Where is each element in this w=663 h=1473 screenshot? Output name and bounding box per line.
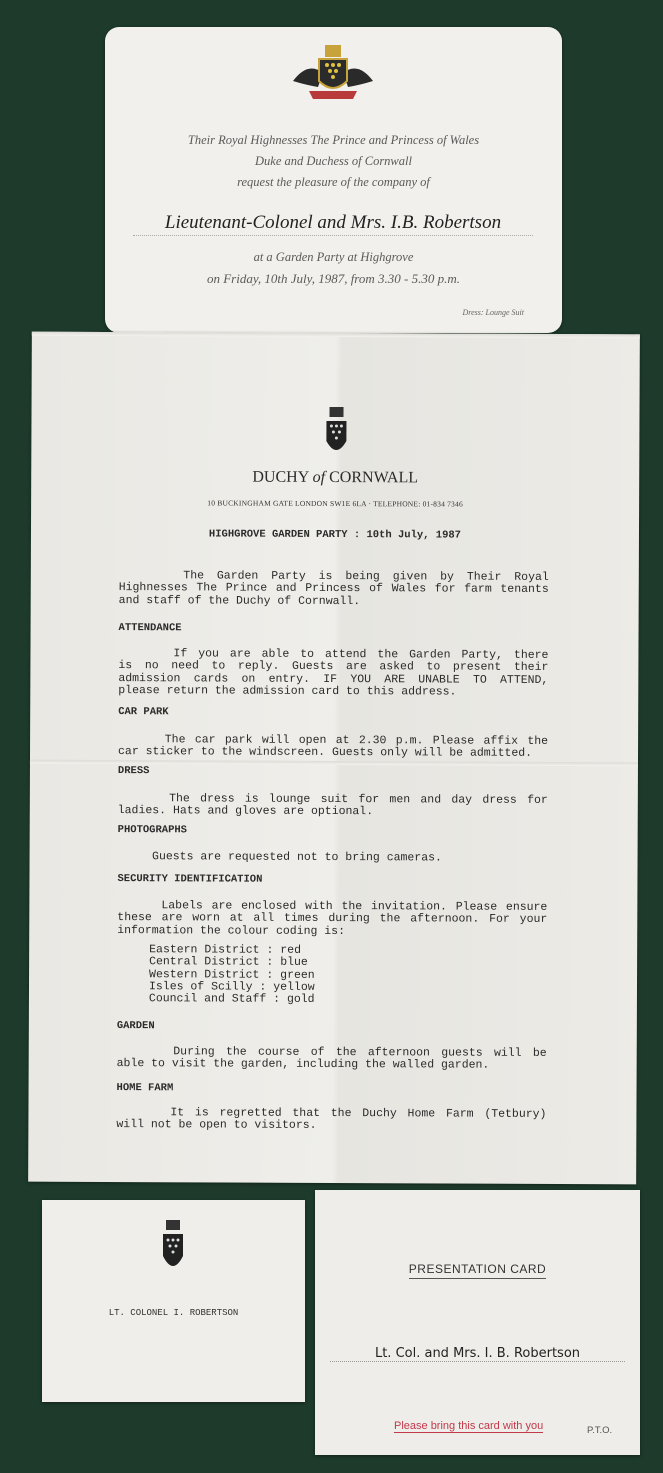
- duchy-crest-icon: [323, 403, 349, 461]
- letter-text-line: car sticker to the windscreen. Guests only will be admitted.: [117, 745, 533, 761]
- letter-text-line: please return the admission card to this address.: [118, 683, 457, 699]
- dress-code: Dress: Lounge Suit: [462, 308, 524, 317]
- letter-text-line: Highnesses The Prince and Princess of Wales for farm tenants: [118, 581, 549, 597]
- colour-code-item: Western District : green: [149, 967, 315, 982]
- org-name-part: CORNWALL: [325, 468, 419, 487]
- invitation-card: [105, 27, 562, 333]
- letter-text-line: It is regretted that the Duchy Home Farm (Tetbury): [116, 1106, 547, 1121]
- section-heading: ATTENDANCE: [118, 622, 182, 635]
- org-name-part: DUCHY: [252, 468, 313, 486]
- letter-title: HIGHGROVE GARDEN PARTY : 10th July, 1987: [208, 528, 462, 542]
- letter-text-line: able to visit the garden, including the walled garden.: [116, 1057, 490, 1072]
- letter-text-line: ladies. Hats and gloves are optional.: [117, 804, 374, 819]
- card-holder-name: LT. COLONEL I. ROBERTSON: [108, 1308, 239, 1318]
- section-heading: GARDEN: [116, 1020, 155, 1033]
- pto-label: P.T.O.: [587, 1425, 613, 1436]
- colour-code-item: Eastern District : red: [149, 943, 302, 957]
- royal-crest-icon: [283, 41, 383, 111]
- invitation-line: Their Royal Highnesses The Prince and Princess of Wales: [187, 133, 480, 147]
- section-heading: SECURITY IDENTIFICATION: [117, 873, 263, 886]
- presentation-card: [315, 1190, 640, 1455]
- letter-text-line: The car park will open at 2.30 p.m. Please affix the: [118, 733, 549, 748]
- letter-text-line: Labels are enclosed with the invitation. Please ensure: [117, 899, 548, 914]
- letter-text-line: Guests are requested not to bring cameras.: [117, 850, 442, 865]
- section-heading: CAR PARK: [118, 706, 169, 719]
- colour-code-item: Council and Staff : gold: [148, 992, 315, 1007]
- event-line: at a Garden Party at Highgrove: [253, 250, 414, 264]
- letter-text-line: and staff of the Duchy of Cornwall.: [118, 593, 361, 608]
- presentation-card-title-wrap: [315, 1260, 640, 1278]
- letter-text-line: these are worn at all times during the afternoon. For your: [117, 911, 548, 927]
- bring-card-note: Please bring this card with you: [394, 1420, 544, 1432]
- duchy-crest-icon: [160, 1216, 186, 1278]
- section-heading: DRESS: [117, 765, 150, 778]
- org-name-of: of: [312, 468, 326, 486]
- section-heading: PHOTOGRAPHS: [117, 824, 188, 837]
- section-heading: HOME FARM: [116, 1082, 174, 1095]
- invitation-line: Duke and Duchess of Cornwall: [255, 154, 412, 168]
- colour-code-item: Central District : blue: [149, 955, 308, 970]
- colour-code-item: Isles of Scilly : yellow: [148, 980, 315, 994]
- letter-text-line: admission cards on entry. IF YOU ARE UNABLE TO ATTEND,: [118, 671, 549, 687]
- guest-name-handwritten: Lieutenant-Colonel and Mrs. I.B. Robertson: [133, 211, 533, 236]
- invitation-line: request the pleasure of the company of: [237, 175, 430, 189]
- org-address: 10 BUCKINGHAM GATE LONDON SW1E 6LA · TELEPHONE: 01-834 7346: [207, 498, 463, 509]
- letter-text-line: is no need to reply. Guests are asked to present their: [118, 659, 549, 675]
- letter-text-line: The Garden Party is being given by Their Royal: [118, 569, 549, 584]
- letter-text-line: information the colour coding is:: [117, 923, 346, 938]
- letter-text-line: The dress is lounge suit for men and day dress for: [117, 792, 548, 807]
- information-letter: [28, 332, 640, 1185]
- guest-name-handwritten: Lt. Col. and Mrs. I. B. Robertson: [330, 1346, 625, 1362]
- name-card: [42, 1200, 305, 1402]
- letter-text-line: If you are able to attend the Garden Party, there: [118, 647, 549, 662]
- letter-text-line: During the course of the afternoon guests will be: [116, 1045, 547, 1060]
- presentation-card-title: PRESENTATION CARD: [409, 1262, 546, 1279]
- letter-text-line: will not be open to visitors.: [116, 1118, 317, 1133]
- event-line: on Friday, 10th July, 1987, from 3.30 - 5.30 p.m.: [206, 271, 460, 286]
- org-name: [31, 468, 639, 489]
